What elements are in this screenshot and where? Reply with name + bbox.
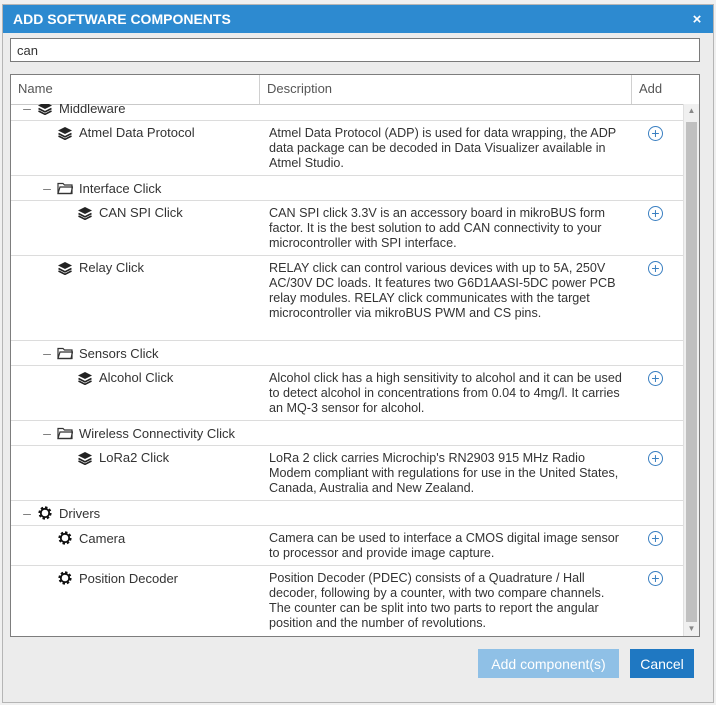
dialog-titlebar: [3, 5, 713, 33]
row-name: Alcohol Click: [99, 370, 174, 385]
collapse-toggle[interactable]: –: [43, 180, 51, 196]
add-plus-icon[interactable]: +: [648, 126, 663, 141]
row-description: Atmel Data Protocol (ADP) is used for data wrapping, the ADP data package can be decoded in Data Visualizer available in Atmel Studio.: [269, 126, 616, 170]
add-components-button[interactable]: Add component(s): [478, 649, 619, 678]
collapse-toggle[interactable]: –: [23, 104, 31, 116]
row-name: Atmel Data Protocol: [79, 125, 195, 140]
row-description: CAN SPI click 3.3V is an accessory board in mikroBUS form factor. It is the best solution to add CAN connectivity to your microcontroller with SPI interface.: [269, 206, 605, 250]
row-name: Drivers: [59, 505, 101, 521]
gear-icon: [57, 530, 73, 546]
collapse-toggle[interactable]: –: [43, 425, 51, 441]
tree-group-row[interactable]: [11, 104, 684, 121]
add-plus-icon[interactable]: +: [648, 451, 663, 466]
close-icon[interactable]: ×: [692, 10, 702, 28]
scrollbar-thumb[interactable]: [686, 122, 697, 622]
add-plus-icon[interactable]: +: [648, 206, 663, 221]
component-row[interactable]: [11, 446, 684, 501]
layers-icon: [57, 126, 73, 140]
column-header-add[interactable]: Add: [639, 81, 663, 96]
row-description: Camera can be used to interface a CMOS digital image sensor to processor and provide image capture.: [269, 531, 619, 560]
column-header-description[interactable]: Description: [260, 75, 632, 104]
folder-icon: [57, 346, 73, 360]
vertical-scrollbar[interactable]: [683, 104, 699, 636]
add-plus-icon[interactable]: +: [648, 261, 663, 276]
row-description: Alcohol click has a high sensitivity to alcohol and it can be used to detect alcohol in concentrations from 0.04 to 4mg/l. It carries an MQ-3 sensor for alcohol.: [269, 371, 622, 415]
row-name: CAN SPI Click: [99, 205, 183, 220]
add-plus-icon[interactable]: +: [648, 571, 663, 586]
component-row[interactable]: [11, 201, 684, 256]
row-description: Position Decoder (PDEC) consists of a Quadrature / Hall decoder, following by a counter, with two compare channels. The counter can be split into two parts to report the angular position and the number of revolutions.: [269, 571, 605, 630]
row-name: Middleware: [59, 104, 126, 116]
row-name: Wireless Connectivity Click: [79, 425, 236, 441]
tree-group-row[interactable]: [11, 341, 684, 366]
layers-icon: [37, 104, 53, 115]
component-row[interactable]: [11, 121, 684, 176]
search-input[interactable]: [10, 38, 700, 62]
row-name: Relay Click: [79, 260, 145, 275]
component-row[interactable]: [11, 256, 684, 341]
cancel-button[interactable]: Cancel: [630, 649, 694, 678]
row-name: Interface Click: [79, 180, 162, 196]
dialog-title: ADD SOFTWARE COMPONENTS: [13, 11, 231, 27]
layers-icon: [77, 206, 93, 220]
folder-icon: [57, 426, 73, 440]
row-description: RELAY click can control various devices with up to 5A, 250V AC/30V DC loads. It features two G6D1AASI-5DC power PCB relay modules. RELAY click communicates with the target microcontroller via mikroBUS PWM and CS pins.: [269, 261, 616, 320]
column-header-name[interactable]: Name: [11, 75, 260, 104]
tree-group-row[interactable]: [11, 421, 684, 446]
tree-group-row[interactable]: [11, 176, 684, 201]
table-body: [11, 104, 684, 636]
layers-icon: [77, 451, 93, 465]
layers-icon: [77, 371, 93, 385]
collapse-toggle[interactable]: –: [23, 505, 31, 521]
add-plus-icon[interactable]: +: [648, 531, 663, 546]
folder-icon: [57, 181, 73, 195]
row-name: Sensors Click: [79, 345, 159, 361]
gear-icon: [57, 570, 73, 586]
row-name: Camera: [79, 530, 126, 546]
table-header: [11, 75, 699, 105]
scroll-down-arrow-icon[interactable]: ▼: [687, 624, 696, 633]
gear-icon: [37, 505, 53, 521]
row-description: LoRa 2 click carries Microchip's RN2903 915 MHz Radio Modem compliant with regulations for use in the United States, Canada, Australia and New Zealand.: [269, 451, 619, 495]
collapse-toggle[interactable]: –: [43, 345, 51, 361]
row-name: LoRa2 Click: [99, 450, 170, 465]
layers-icon: [57, 261, 73, 275]
component-row[interactable]: [11, 526, 684, 566]
component-row[interactable]: [11, 366, 684, 421]
component-row[interactable]: [11, 566, 684, 636]
tree-group-row[interactable]: [11, 501, 684, 526]
add-plus-icon[interactable]: +: [648, 371, 663, 386]
row-name: Position Decoder: [79, 570, 178, 586]
components-table: [10, 74, 700, 637]
scroll-up-arrow-icon[interactable]: ▲: [687, 106, 696, 115]
